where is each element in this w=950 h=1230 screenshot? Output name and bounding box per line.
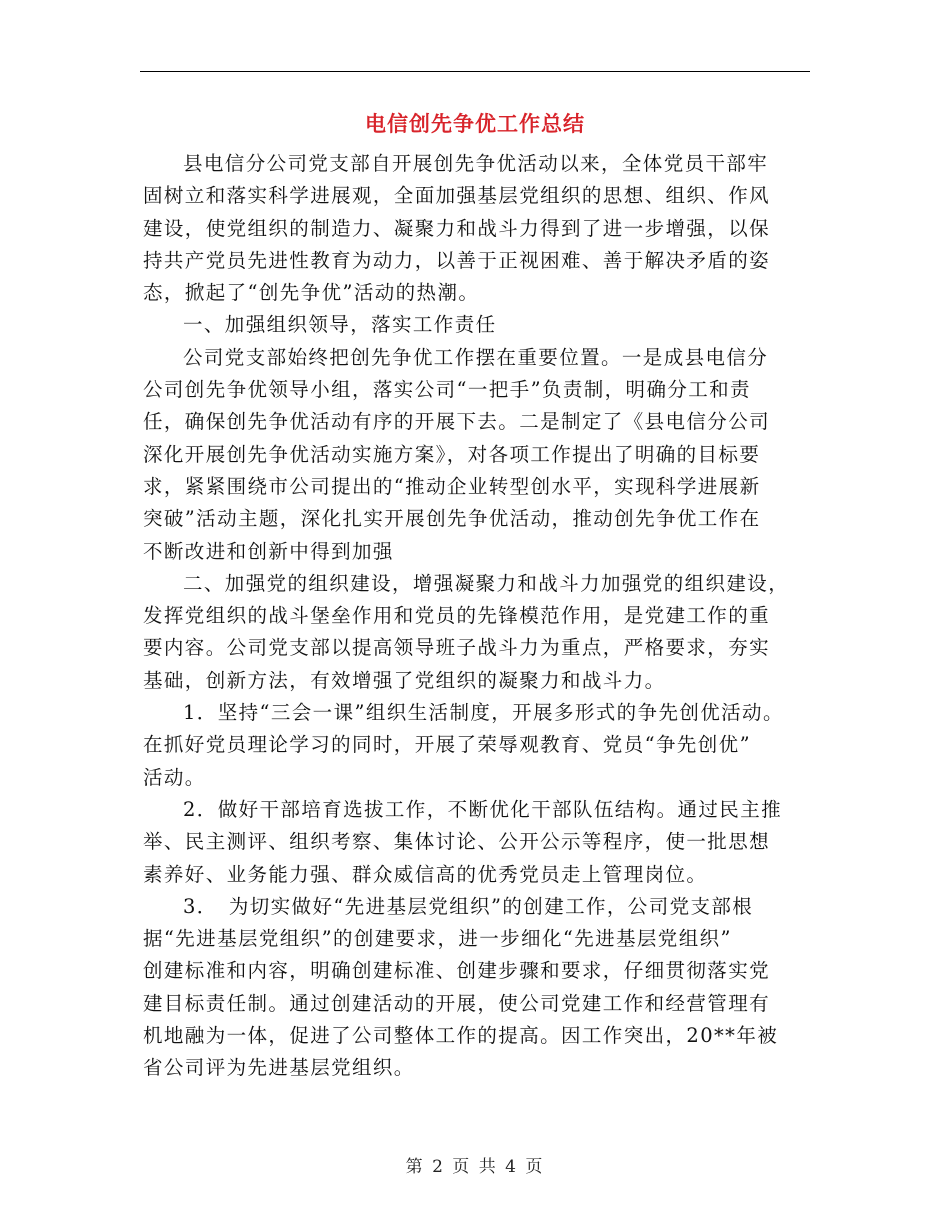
text-line: 态，掀起了“创先争优”活动的热潮。 [143, 281, 480, 305]
text-line: 2．做好干部培育选拔工作，不断优化干部队伍结构。通过民主推 [183, 797, 783, 821]
text-line: 公司党支部始终把创先争优工作摆在重要位置。一是成县电信分 [183, 345, 769, 369]
text-line: 据“先进基层党组织”的创建要求，进一步细化“先进基层党组织” [143, 927, 732, 951]
text-line: 深化开展创先争优活动实施方案》，对各项工作提出了明确的目标要 [143, 442, 761, 466]
text-line: 活动。 [143, 765, 206, 789]
text-line: 机地融为一体，促进了公司整体工作的提高。因工作突出，20**年被 [143, 1024, 779, 1048]
text-line: 要内容。公司党支部以提高领导班子战斗力为重点，严格要求，夯实 [143, 636, 771, 660]
text-line: 发挥党组织的战斗堡垒作用和党员的先锋模范作用，是党建工作的重 [143, 604, 771, 628]
text-line: 公司创先争优领导小组，落实公司“一把手”负责制，明确分工和责 [143, 378, 751, 402]
text-line: 1．坚持“三会一课”组织生活制度，开展多形式的争先创优活动。 [183, 701, 784, 725]
text-line: 省公司评为先进基层党组织。 [143, 1056, 415, 1080]
text-line: 二、加强党的组织建设，增强凝聚力和战斗力加强党的组织建设， [183, 571, 790, 595]
text-line: 求，紧紧围绕市公司提出的“推动企业转型创水平，实现科学进展新 [143, 474, 761, 498]
text-line: 在抓好党员理论学习的同时，开展了荣辱观教育、党员“争先创优” [143, 733, 751, 757]
text-line: 3． 为切实做好“先进基层党组织”的创建工作，公司党支部根 [183, 894, 754, 918]
text-line: 创建标准和内容，明确创建标准、创建步骤和要求，仔细贯彻落实党 [143, 959, 771, 983]
text-line: 举、民主测评、组织考察、集体讨论、公开公示等程序，使一批思想 [143, 830, 771, 854]
text-line: 持共产党员先进性教育为动力，以善于正视困难、善于解决矛盾的姿 [143, 248, 771, 272]
text-line: 县电信分公司党支部自开展创先争优活动以来，全体党员干部牢 [183, 152, 769, 175]
text-line: 建目标责任制。通过创建活动的开展，使公司党建工作和经营管理有 [143, 991, 771, 1015]
text-line: 固树立和落实科学进展观，全面加强基层党组织的思想、组织、作风 [143, 184, 771, 208]
text-line: 素养好、业务能力强、群众威信高的优秀党员走上管理岗位。 [143, 862, 708, 886]
text-line: 基础，创新方法，有效增强了党组织的凝聚力和战斗力。 [143, 668, 666, 692]
text-line: 不断改进和创新中得到加强 [143, 539, 394, 563]
text-line: 一、加强组织领导，落实工作责任 [183, 313, 497, 337]
header-rule [140, 71, 810, 72]
text-line: 建设，使党组织的制造力、凝聚力和战斗力得到了进一步增强，以保 [143, 216, 771, 240]
document-title: 电信创先争优工作总结 [365, 112, 585, 136]
text-line: 任，确保创先争优活动有序的开展下去。二是制定了《县电信分公司 [143, 410, 771, 434]
page-number-footer: 第 2 页 共 4 页 [405, 1157, 545, 1177]
document-body [143, 148, 813, 1085]
text-line: 突破”活动主题，深化扎实开展创先争优活动，推动创先争优工作在 [143, 507, 761, 531]
